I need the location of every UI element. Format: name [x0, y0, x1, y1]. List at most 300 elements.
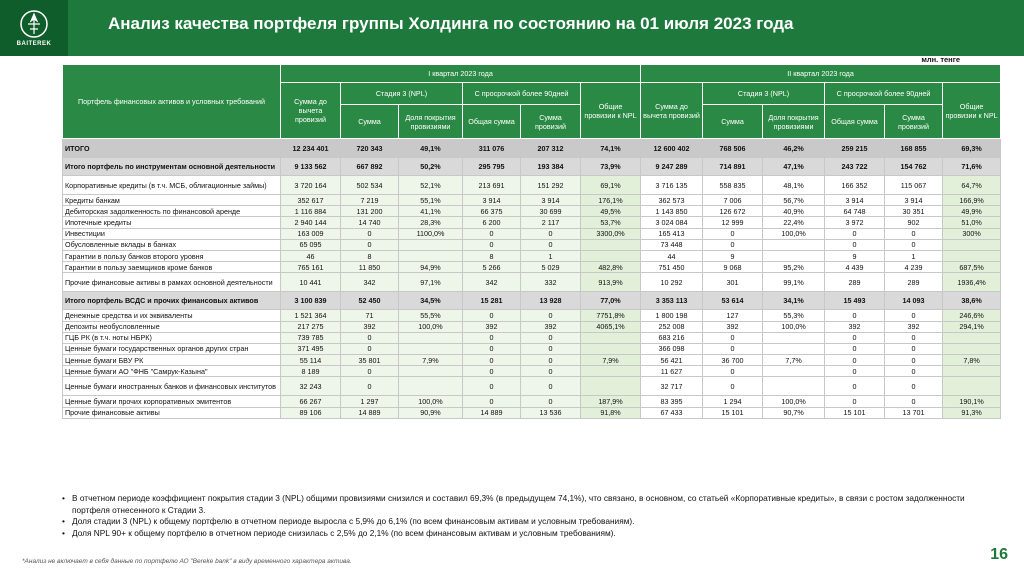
- row-label: Ипотечные кредиты: [63, 217, 281, 228]
- table-cell: 0: [885, 366, 943, 377]
- table-cell: 12 999: [703, 217, 763, 228]
- table-cell: 1 116 884: [281, 206, 341, 217]
- q1-sum-before-header: Сумма до вычета провизий: [281, 83, 341, 139]
- table-cell: 126 672: [703, 206, 763, 217]
- table-cell: 32 243: [281, 377, 341, 396]
- table-cell: 0: [885, 332, 943, 343]
- table-cell: 166 352: [825, 176, 885, 195]
- table-cell: 714 891: [703, 158, 763, 176]
- table-cell: 0: [341, 343, 399, 354]
- table-cell: 362 573: [641, 195, 703, 206]
- table-cell: 765 161: [281, 262, 341, 273]
- table-cell: 289: [825, 273, 885, 292]
- table-cell: 28,3%: [399, 217, 463, 228]
- note-item: • Доля NPL 90+ к общему портфелю в отчетном периоде снизилась с 2,5% до 2,1% (по всем финансовым активам и условным требованиям).: [62, 528, 1002, 540]
- table-cell: 768 506: [703, 139, 763, 158]
- row-label: Инвестиции: [63, 228, 281, 239]
- table-cell: 55,1%: [399, 195, 463, 206]
- table-cell: 0: [825, 239, 885, 250]
- table-cell: 9 068: [703, 262, 763, 273]
- table-cell: [581, 377, 641, 396]
- table-cell: 0: [463, 377, 521, 396]
- table-cell: 46: [281, 250, 341, 261]
- table-cell: 392: [463, 321, 521, 332]
- table-cell: 751 450: [641, 262, 703, 273]
- row-label: Итого портфель по инструментам основной деятельности: [63, 158, 281, 176]
- table-cell: [763, 377, 825, 396]
- table-cell: 67 433: [641, 407, 703, 418]
- table-cell: 294,1%: [943, 321, 1001, 332]
- q2-total-sum-header: Общая сумма: [825, 105, 885, 139]
- table-cell: [763, 332, 825, 343]
- table-cell: 739 785: [281, 332, 341, 343]
- table-cell: 0: [341, 228, 399, 239]
- table-cell: 83 395: [641, 396, 703, 407]
- table-cell: 8: [463, 250, 521, 261]
- table-cell: 1 521 364: [281, 310, 341, 321]
- table-cell: 131 200: [341, 206, 399, 217]
- table-cell: 392: [521, 321, 581, 332]
- table-cell: 7 006: [703, 195, 763, 206]
- col-header-q2: II квартал 2023 года: [641, 65, 1001, 83]
- table-cell: 0: [825, 355, 885, 366]
- table-cell: 51,0%: [943, 217, 1001, 228]
- table-cell: 168 855: [885, 139, 943, 158]
- table-cell: 56 421: [641, 355, 703, 366]
- table-cell: 502 534: [341, 176, 399, 195]
- row-label: Обусловленные вклады в банках: [63, 239, 281, 250]
- table-cell: [399, 332, 463, 343]
- table-cell: 0: [703, 377, 763, 396]
- table-cell: 252 008: [641, 321, 703, 332]
- table-row: [63, 262, 1001, 273]
- table-cell: 0: [825, 228, 885, 239]
- table-cell: 14 889: [341, 407, 399, 418]
- table-cell: 392: [341, 321, 399, 332]
- table-cell: 259 215: [825, 139, 885, 158]
- table-cell: 56,7%: [763, 195, 825, 206]
- table-cell: 0: [463, 332, 521, 343]
- table-cell: 7751,8%: [581, 310, 641, 321]
- table-row: [63, 310, 1001, 321]
- table-cell: 687,5%: [943, 262, 1001, 273]
- table-cell: 0: [341, 239, 399, 250]
- row-label: Депозиты необусловленные: [63, 321, 281, 332]
- table-cell: 15 281: [463, 292, 521, 310]
- row-label: Итого портфель ВСДС и прочих финансовых активов: [63, 292, 281, 310]
- table-cell: 3 353 113: [641, 292, 703, 310]
- table-cell: 99,1%: [763, 273, 825, 292]
- table-cell: 295 795: [463, 158, 521, 176]
- q1-stage3-header: Стадия 3 (NPL): [341, 83, 463, 105]
- table-cell: 44: [641, 250, 703, 261]
- table-cell: 352 617: [281, 195, 341, 206]
- table-cell: 34,1%: [763, 292, 825, 310]
- table-cell: 0: [463, 343, 521, 354]
- row-label: Гарантии в пользу заемщиков кроме банков: [63, 262, 281, 273]
- table-row: [63, 377, 1001, 396]
- table-cell: 0: [463, 355, 521, 366]
- table-cell: 9 133 562: [281, 158, 341, 176]
- unit-label: млн. тенге: [921, 55, 960, 64]
- table-cell: 10 441: [281, 273, 341, 292]
- table-cell: [943, 332, 1001, 343]
- table-cell: 0: [703, 228, 763, 239]
- table-cell: 3 914: [463, 195, 521, 206]
- q2-general-header: Общие провизии к NPL: [943, 83, 1001, 139]
- table-cell: 0: [885, 228, 943, 239]
- table-cell: 0: [703, 366, 763, 377]
- table-cell: 127: [703, 310, 763, 321]
- table-cell: 301: [703, 273, 763, 292]
- table-cell: 91,8%: [581, 407, 641, 418]
- table-cell: 2 117: [521, 217, 581, 228]
- table-cell: 73 448: [641, 239, 703, 250]
- table-cell: 13 701: [885, 407, 943, 418]
- table-cell: 8 189: [281, 366, 341, 377]
- table-cell: 74,1%: [581, 139, 641, 158]
- row-label: Корпоративные кредиты (в т.ч. МСБ, облигационные займы): [63, 176, 281, 195]
- table-cell: 10 292: [641, 273, 703, 292]
- table-row: [63, 217, 1001, 228]
- table-cell: 0: [521, 355, 581, 366]
- table-cell: 3 720 164: [281, 176, 341, 195]
- table-cell: 41,1%: [399, 206, 463, 217]
- table-cell: 69,3%: [943, 139, 1001, 158]
- table-cell: 0: [521, 343, 581, 354]
- row-label: Ценные бумаги АО "ФНБ "Самрук-Казына": [63, 366, 281, 377]
- table-cell: [943, 366, 1001, 377]
- table-cell: 213 691: [463, 176, 521, 195]
- table-cell: [399, 343, 463, 354]
- table-cell: 0: [521, 366, 581, 377]
- table-cell: 246,6%: [943, 310, 1001, 321]
- table-cell: 2 940 144: [281, 217, 341, 228]
- table-row: [63, 321, 1001, 332]
- table-cell: [943, 377, 1001, 396]
- table-cell: [581, 239, 641, 250]
- table-cell: [763, 343, 825, 354]
- table-cell: 3 972: [825, 217, 885, 228]
- note-item: • Доля стадии 3 (NPL) к общему портфелю в отчетном периоде выросла с 5,9% до 6,1% (по всем финансовым активам и условным требованиям).: [62, 516, 1002, 528]
- table-cell: 0: [703, 239, 763, 250]
- table-cell: [581, 332, 641, 343]
- table-row: [63, 195, 1001, 206]
- table-cell: 392: [825, 321, 885, 332]
- table-cell: [399, 366, 463, 377]
- table-cell: 65 095: [281, 239, 341, 250]
- table-cell: 89 106: [281, 407, 341, 418]
- table-cell: 0: [463, 366, 521, 377]
- q2-coverage-header: Доля покрытия провизиями: [763, 105, 825, 139]
- table-cell: 0: [521, 239, 581, 250]
- table-cell: 48,1%: [763, 176, 825, 195]
- table-cell: 720 343: [341, 139, 399, 158]
- row-label: Ценные бумаги прочих корпоративных эмитентов: [63, 396, 281, 407]
- table-row: [63, 292, 1001, 310]
- table-cell: 902: [885, 217, 943, 228]
- table-cell: 1: [885, 250, 943, 261]
- table-cell: [763, 239, 825, 250]
- table-cell: 1100,0%: [399, 228, 463, 239]
- logo-text: BAITEREK: [16, 41, 52, 47]
- table-cell: [581, 366, 641, 377]
- table-cell: 3 024 084: [641, 217, 703, 228]
- table-cell: 66 267: [281, 396, 341, 407]
- table-row: [63, 239, 1001, 250]
- table-cell: [399, 250, 463, 261]
- table-cell: 100,0%: [763, 396, 825, 407]
- table-cell: [943, 239, 1001, 250]
- table-cell: 15 101: [703, 407, 763, 418]
- q2-sum-before-header: Сумма до вычета провизий: [641, 83, 703, 139]
- table-cell: 0: [825, 377, 885, 396]
- table-cell: 207 312: [521, 139, 581, 158]
- table-cell: 46,2%: [763, 139, 825, 158]
- table-cell: 0: [885, 377, 943, 396]
- table-cell: 22,4%: [763, 217, 825, 228]
- table-cell: 3 716 135: [641, 176, 703, 195]
- table-cell: 94,9%: [399, 262, 463, 273]
- table-cell: 176,1%: [581, 195, 641, 206]
- table-cell: 11 850: [341, 262, 399, 273]
- row-label: Кредиты банкам: [63, 195, 281, 206]
- table-cell: 913,9%: [581, 273, 641, 292]
- table-cell: 14 093: [885, 292, 943, 310]
- table-cell: 71,6%: [943, 158, 1001, 176]
- portfolio-table: [62, 64, 1001, 419]
- table-cell: 30 351: [885, 206, 943, 217]
- note-item: • В отчетном периоде коэффициент покрытия стадии 3 (NPL) общими провизиями снизился и составил 69,3% (в предыдущем 74,1%), что связано, в основном, со статьей «Корпоративные кредиты», в связи с ростом задолженности портфеля отнесенного к Стадии 3.: [62, 493, 1002, 516]
- table-cell: 1 297: [341, 396, 399, 407]
- table-cell: 52 450: [341, 292, 399, 310]
- table-cell: 13 536: [521, 407, 581, 418]
- q1-coverage-header: Доля покрытия провизиями: [399, 105, 463, 139]
- table-cell: [399, 377, 463, 396]
- table-cell: 3 100 839: [281, 292, 341, 310]
- table-cell: 6 200: [463, 217, 521, 228]
- table-cell: 0: [703, 332, 763, 343]
- table-cell: 5 266: [463, 262, 521, 273]
- table-cell: 366 098: [641, 343, 703, 354]
- table-cell: 0: [825, 310, 885, 321]
- table-cell: 3 914: [885, 195, 943, 206]
- table-cell: 243 722: [825, 158, 885, 176]
- table-cell: 55,5%: [399, 310, 463, 321]
- table-cell: 371 495: [281, 343, 341, 354]
- table-cell: [581, 250, 641, 261]
- table-cell: 0: [885, 396, 943, 407]
- table-cell: 3 914: [825, 195, 885, 206]
- row-label: Прочие финансовые активы в рамках основной деятельности: [63, 273, 281, 292]
- table-cell: [943, 343, 1001, 354]
- table-cell: 392: [885, 321, 943, 332]
- table-cell: 40,9%: [763, 206, 825, 217]
- table-cell: 7 219: [341, 195, 399, 206]
- table-cell: 47,1%: [763, 158, 825, 176]
- table-cell: 482,8%: [581, 262, 641, 273]
- table-cell: 90,7%: [763, 407, 825, 418]
- q2-sum-prov-header: Сумма провизий: [885, 105, 943, 139]
- table-row: [63, 273, 1001, 292]
- table-cell: 0: [825, 396, 885, 407]
- table-cell: 667 892: [341, 158, 399, 176]
- table-row: [63, 332, 1001, 343]
- table-cell: 217 275: [281, 321, 341, 332]
- table-cell: 50,2%: [399, 158, 463, 176]
- table-cell: 1 294: [703, 396, 763, 407]
- table-cell: 1936,4%: [943, 273, 1001, 292]
- table-cell: 0: [521, 377, 581, 396]
- q1-sum-header: Сумма: [341, 105, 399, 139]
- table-cell: 187,9%: [581, 396, 641, 407]
- page-number: 16: [990, 546, 1008, 563]
- table-cell: 166,9%: [943, 195, 1001, 206]
- table-cell: 4 439: [825, 262, 885, 273]
- table-cell: 558 835: [703, 176, 763, 195]
- table-cell: 53,7%: [581, 217, 641, 228]
- table-cell: 100,0%: [399, 396, 463, 407]
- table-cell: [763, 366, 825, 377]
- logo: [0, 0, 68, 56]
- table-cell: 49,5%: [581, 206, 641, 217]
- table-cell: 3300,0%: [581, 228, 641, 239]
- table-cell: 289: [885, 273, 943, 292]
- table-cell: 7,7%: [763, 355, 825, 366]
- q2-stage3-header: Стадия 3 (NPL): [703, 83, 825, 105]
- table-cell: 55 114: [281, 355, 341, 366]
- table-cell: 5 029: [521, 262, 581, 273]
- table-cell: 64 748: [825, 206, 885, 217]
- table-cell: 3 914: [521, 195, 581, 206]
- table-cell: 55,3%: [763, 310, 825, 321]
- table-cell: [399, 239, 463, 250]
- notes-list: [62, 493, 1002, 539]
- table-cell: 193 384: [521, 158, 581, 176]
- table-cell: 1: [521, 250, 581, 261]
- table-cell: 342: [341, 273, 399, 292]
- table-cell: 0: [341, 377, 399, 396]
- table-cell: 0: [521, 228, 581, 239]
- table-cell: 190,1%: [943, 396, 1001, 407]
- q1-general-header: Общие провизии к NPL: [581, 83, 641, 139]
- table-cell: 32 717: [641, 377, 703, 396]
- table-cell: 66 375: [463, 206, 521, 217]
- table-cell: 100,0%: [763, 228, 825, 239]
- table-cell: 115 067: [885, 176, 943, 195]
- table-cell: 0: [341, 332, 399, 343]
- table-cell: 97,1%: [399, 273, 463, 292]
- table-cell: 95,2%: [763, 262, 825, 273]
- table-cell: 163 009: [281, 228, 341, 239]
- row-label: Прочие финансовые активы: [63, 407, 281, 418]
- table-cell: 0: [825, 366, 885, 377]
- q2-sum-header: Сумма: [703, 105, 763, 139]
- table-row: [63, 158, 1001, 176]
- row-label: Ценные бумаги государственных органов других стран: [63, 343, 281, 354]
- row-label: Ценные бумаги иностранных банков и финансовых институтов: [63, 377, 281, 396]
- table-cell: 73,9%: [581, 158, 641, 176]
- table-cell: 151 292: [521, 176, 581, 195]
- row-label: Гарантии в пользу банков второго уровня: [63, 250, 281, 261]
- table-cell: 0: [885, 355, 943, 366]
- table-cell: 683 216: [641, 332, 703, 343]
- header-bar: [0, 0, 1024, 56]
- table-cell: [763, 250, 825, 261]
- table-cell: 11 627: [641, 366, 703, 377]
- table-cell: 0: [703, 343, 763, 354]
- row-label: ИТОГО: [63, 139, 281, 158]
- table-cell: 7,8%: [943, 355, 1001, 366]
- footnote: *Анализ не включает в себя данные по портфелю АО "Bereke bank" в виду временного характера актива.: [22, 558, 352, 565]
- table-cell: 9: [825, 250, 885, 261]
- row-label: Ценные бумаги БВУ РК: [63, 355, 281, 366]
- baiterek-logo-icon: [19, 9, 49, 39]
- table-cell: 15 493: [825, 292, 885, 310]
- table-cell: 1 143 850: [641, 206, 703, 217]
- table-cell: 15 101: [825, 407, 885, 418]
- table-cell: 4065,1%: [581, 321, 641, 332]
- table-cell: 38,6%: [943, 292, 1001, 310]
- table-cell: 0: [825, 332, 885, 343]
- table-cell: 0: [341, 366, 399, 377]
- table-row: [63, 139, 1001, 158]
- table-cell: 1 800 198: [641, 310, 703, 321]
- q2-overdue-header: С просрочкой более 90дней: [825, 83, 943, 105]
- table-cell: [581, 343, 641, 354]
- table-cell: 0: [885, 310, 943, 321]
- table-cell: 35 801: [341, 355, 399, 366]
- table-cell: 0: [521, 332, 581, 343]
- table-row: [63, 407, 1001, 418]
- table-cell: 36 700: [703, 355, 763, 366]
- table-cell: 90,9%: [399, 407, 463, 418]
- table-cell: 392: [703, 321, 763, 332]
- table-cell: 311 076: [463, 139, 521, 158]
- table-cell: 53 614: [703, 292, 763, 310]
- table-row: [63, 176, 1001, 195]
- table-cell: 77,0%: [581, 292, 641, 310]
- table-cell: 14 889: [463, 407, 521, 418]
- row-label: Дебиторская задолженность по финансовой аренде: [63, 206, 281, 217]
- table-body: [63, 139, 1001, 419]
- table-cell: 8: [341, 250, 399, 261]
- table-cell: 0: [885, 239, 943, 250]
- q1-total-sum-header: Общая сумма: [463, 105, 521, 139]
- table-cell: 69,1%: [581, 176, 641, 195]
- table-cell: 300%: [943, 228, 1001, 239]
- table-cell: 0: [885, 343, 943, 354]
- table-cell: 52,1%: [399, 176, 463, 195]
- table-cell: 0: [463, 228, 521, 239]
- table-row: [63, 366, 1001, 377]
- table-cell: 64,7%: [943, 176, 1001, 195]
- table-cell: 13 928: [521, 292, 581, 310]
- table-row: [63, 250, 1001, 261]
- table-cell: 49,9%: [943, 206, 1001, 217]
- table-cell: 100,0%: [763, 321, 825, 332]
- q1-overdue-header: С просрочкой более 90дней: [463, 83, 581, 105]
- table-row: [63, 355, 1001, 366]
- table-row: [63, 396, 1001, 407]
- table-cell: 30 699: [521, 206, 581, 217]
- table-cell: 0: [463, 396, 521, 407]
- table-cell: [943, 250, 1001, 261]
- row-label: Денежные средства и их эквиваленты: [63, 310, 281, 321]
- table-cell: 154 762: [885, 158, 943, 176]
- page-title: Анализ качества портфеля группы Холдинга по состоянию на 01 июля 2023 года: [108, 14, 794, 33]
- table-cell: 0: [521, 310, 581, 321]
